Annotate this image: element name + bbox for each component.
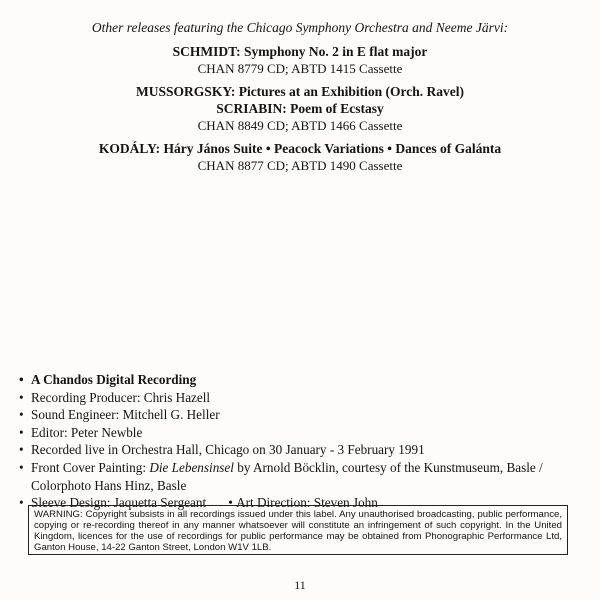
copyright-warning: WARNING: Copyright subsists in all recordings issued under this label. Any unauthorised broadcasting, public performance, copying or re-recording thereof in any manner whatsoever will constitute an infringement of such copyright. In the United Kingdom, licences for the use of recordings for public performance may be obtained from Phonographic Performance Ltd, Ganton House, 14-22 Ganton Street, London W1V 1LB. xyxy=(28,505,568,555)
cover-title: Die Lebensinsel xyxy=(149,459,234,475)
page-number: 11 xyxy=(294,578,306,592)
credit-digital-recording: • A Chandos Digital Recording xyxy=(18,371,588,389)
release-item xyxy=(0,140,600,174)
release-item xyxy=(0,43,600,77)
credit-cover xyxy=(18,459,588,494)
credits-list xyxy=(18,371,588,512)
release-catalogue: CHAN 8779 CD; ABTD 1415 Cassette xyxy=(197,61,403,76)
release-work: SCRIABIN: Poem of Ecstasy xyxy=(216,101,384,116)
credit-producer: • Recording Producer: Chris Hazell xyxy=(18,389,588,407)
bullet-separator: • xyxy=(228,495,237,511)
cover-prefix: Front Cover Painting: xyxy=(31,459,150,475)
credit-recorded: • Recorded live in Orchestra Hall, Chicago on 30 January - 3 February 1991 xyxy=(18,441,588,459)
intro-text: Other releases featuring the Chicago Symphony Orchestra and Neeme Järvi: xyxy=(91,20,509,35)
release-work: SCHMIDT: Symphony No. 2 in E flat major xyxy=(172,44,428,59)
credit-editor: • Editor: Peter Newble xyxy=(18,424,588,442)
releases-list xyxy=(0,43,600,180)
release-item xyxy=(0,83,600,134)
credit-sleeve: Sleeve Design: Jaquetta Sergeant xyxy=(31,495,207,511)
release-catalogue: CHAN 8877 CD; ABTD 1490 Cassette xyxy=(197,158,403,173)
release-work: KODÁLY: Háry János Suite • Peacock Variations • Dances of Galánta xyxy=(98,141,502,156)
release-catalogue: CHAN 8849 CD; ABTD 1466 Cassette xyxy=(197,118,403,133)
cover-continuation: Colorphoto Hans Hinz, Basle xyxy=(31,477,187,493)
release-work: MUSSORGSKY: Pictures at an Exhibition (Orch. Ravel) xyxy=(136,84,464,99)
cover-suffix: by Arnold Böcklin, courtesy of the Kunstmuseum, Basle / xyxy=(233,459,543,475)
credit-art: Art Direction: Steven John xyxy=(236,495,378,511)
credit-engineer: • Sound Engineer: Mitchell G. Heller xyxy=(18,406,588,424)
